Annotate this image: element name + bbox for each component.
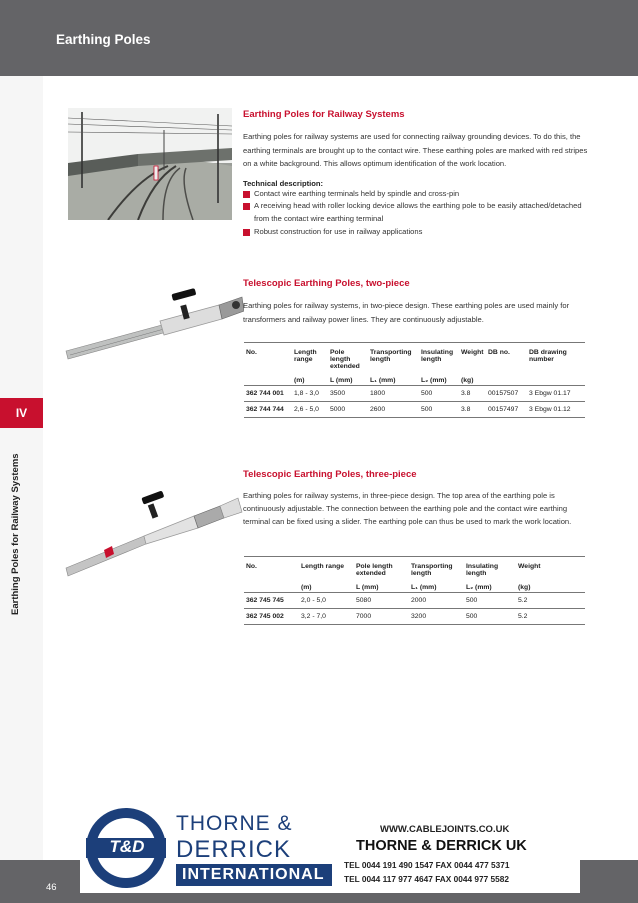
section-title: Telescopic Earthing Poles, three-piece (243, 469, 417, 480)
two-piece-pole-image (64, 285, 244, 375)
brand-line-1: THORNE & (176, 812, 293, 835)
section-railway (243, 109, 588, 238)
company-banner (80, 800, 580, 893)
chapter-tab: IV (0, 398, 43, 428)
table-header: No. Length range Pole length extended Transporting length Insulating length Weight DB no. DB drawing number (246, 349, 567, 370)
logo-initials: T&D (109, 837, 145, 856)
section-title: Earthing Poles for Railway Systems (243, 109, 405, 120)
section-two-piece (243, 278, 588, 326)
website-link[interactable]: WWW.CABLEJOINTS.CO.UK (380, 824, 510, 835)
bullet-item: Robust construction for use in railway applications (243, 226, 588, 239)
bullet-square-icon (243, 191, 250, 198)
page-number: 46 (46, 882, 57, 893)
bullet-square-icon (243, 203, 250, 210)
three-piece-pole-image (64, 490, 244, 580)
phone-line-1: TEL 0044 191 490 1547 FAX 0044 477 5371 (344, 860, 510, 870)
bullet-item: Contact wire earthing terminals held by spindle and cross-pin (243, 188, 588, 201)
phone-line-2: TEL 0044 117 977 4647 FAX 0044 977 5582 (344, 874, 509, 884)
section-three-piece (243, 469, 588, 528)
section-title: Telescopic Earthing Poles, two-piece (243, 278, 410, 289)
sidebar-label: Earthing Poles for Railway Systems (10, 453, 21, 615)
table-units: (m) L (mm) L₁ (mm) L₂ (mm) (kg) (244, 578, 585, 593)
table-row: 362 744 001 1,8 - 3,0 3500 1800 500 3.8 00157507 3 Ebgw 01.17 (244, 386, 585, 402)
railway-photo (68, 108, 232, 220)
bullet-item: A receiving head with roller locking device allows the earthing pole to be easily attached/detached from the contact wire earthing terminal (243, 200, 588, 225)
section-text: Earthing poles for railway systems, in three-piece design. The top area of the earthing pole is continuously adjustable. The connection between the earthing pole and the contact wire earthing terminal can be fixed using a slider. The earthing pole can thus be used to mark the work location. (243, 491, 572, 526)
bullet-square-icon (243, 229, 250, 236)
section-text: Earthing poles for railway systems, in two-piece design. These earthing poles are used mainly for transformers and railway power lines. They are continuously adjustable. (243, 301, 570, 324)
company-name: THORNE & DERRICK UK (356, 838, 527, 854)
tech-label: Technical description: (243, 178, 324, 188)
two-piece-table (244, 342, 585, 418)
brand-line-2: DERRICK (176, 836, 292, 863)
table-header: No. Length range Pole length extended Transporting length Insulating length Weight (246, 563, 541, 577)
brand-line-3: INTERNATIONAL (176, 864, 332, 886)
sidebar (0, 76, 43, 903)
table-row: 362 744 744 2,6 - 5,0 5000 2600 500 3.8 00157497 3 Ebgw 01.12 (244, 402, 585, 418)
table-units: (m) L (mm) L₁ (mm) L₂ (mm) (kg) (244, 371, 585, 386)
three-piece-table (244, 556, 585, 625)
section-text: Earthing poles for railway systems are used for connecting railway grounding devices. To do this, the earthing terminals are brought up to the contact wire. These earthing poles are marked with red stripes on a white background. This allows optimum identification of the work location. (243, 132, 588, 169)
table-row: 362 745 745 2,0 - 5,0 5080 2000 500 5.2 (244, 593, 585, 609)
header-bar (0, 0, 638, 76)
page-title: Earthing Poles (56, 32, 151, 47)
table-row: 362 745 002 3,2 - 7,0 7000 3200 500 5.2 (244, 609, 585, 625)
